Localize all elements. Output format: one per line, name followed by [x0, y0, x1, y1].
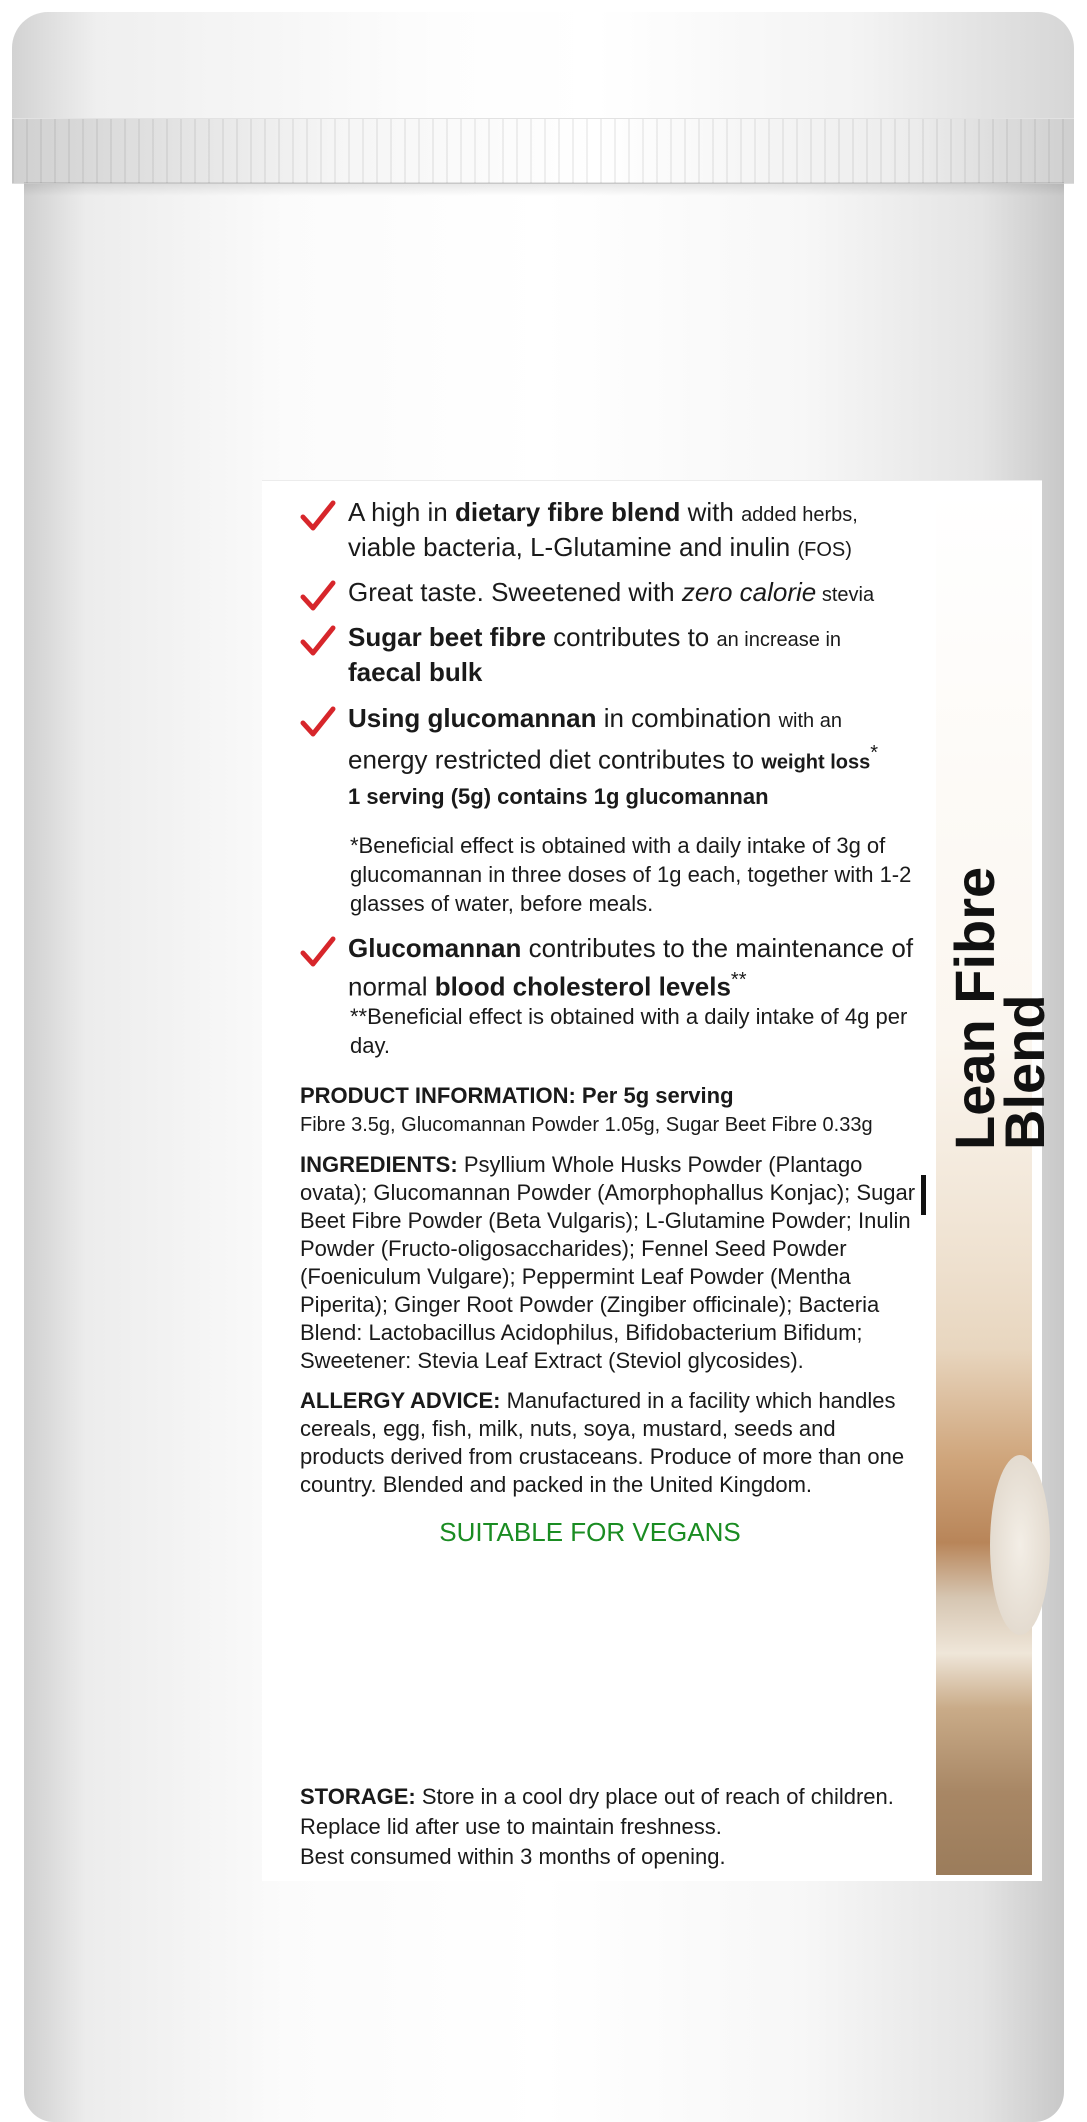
- claim-bold: Using glucomannan: [348, 703, 597, 733]
- label-content: [300, 496, 920, 1548]
- vegan-badge: SUITABLE FOR VEGANS: [439, 1517, 741, 1548]
- claim-text: viable bacteria, L-Glutamine and inulin: [348, 532, 798, 562]
- side-title-line2: Blend: [993, 994, 1056, 1150]
- product-information: [300, 1082, 920, 1139]
- claim-sugar-beet: [300, 621, 920, 688]
- check-icon: [300, 580, 336, 612]
- section-heading: ALLERGY ADVICE:: [300, 1388, 501, 1414]
- storage-line: Store in a cool dry place out of reach of children.: [421, 1784, 894, 1809]
- ingredients: [300, 1151, 920, 1375]
- claim-italic: zero calorie: [681, 577, 817, 607]
- section-heading: PRODUCT INFORMATION: Per 5g serving: [300, 1083, 734, 1109]
- claim-glucomannan-weight: [300, 702, 920, 813]
- storage: [300, 1782, 920, 1872]
- section-text: Fibre 3.5g, Glucomannan Powder 1.05g, Sugar Beet Fibre 0.33g: [300, 1114, 873, 1137]
- allergy-advice: [300, 1387, 920, 1499]
- claim-bold: blood cholesterol levels: [434, 971, 731, 1002]
- claim-bold: Sugar beet fibre: [348, 622, 546, 652]
- claim-sup: *: [870, 742, 879, 764]
- claim-sup: **: [730, 968, 747, 991]
- claim-bold: weight loss: [761, 751, 871, 774]
- claim-text: Great taste. Sweetened with: [348, 577, 682, 607]
- side-title: [936, 740, 1056, 1170]
- jar-shadow: [24, 182, 1064, 196]
- claim-note-weight: *Beneficial effect is obtained with a daily intake of 3g of glucomannan in three doses of 1g each, together with 1-2 glasses of water, before meals.: [350, 832, 912, 916]
- claim-small: with an: [778, 710, 842, 732]
- storage-line: Replace lid after use to maintain freshness.: [300, 1814, 722, 1839]
- claim-text: in combination: [596, 703, 779, 733]
- powder-in-bowl: [990, 1455, 1050, 1635]
- claim-bold: faecal bulk: [348, 657, 483, 687]
- claim-serving: 1 serving (5g) contains 1g glucomannan: [348, 783, 769, 809]
- claim-text: contributes to the maintenance of: [521, 932, 914, 963]
- side-title-rule: [921, 1175, 926, 1215]
- claim-taste: [300, 576, 920, 611]
- check-icon: [300, 706, 336, 738]
- claim-text: with: [680, 497, 742, 527]
- claim-small: stevia: [816, 584, 875, 606]
- check-icon: [300, 936, 336, 968]
- storage-line: Best consumed within 3 months of opening.: [300, 1844, 726, 1869]
- claim-text: energy restricted diet contributes to: [348, 744, 762, 775]
- section-text: Psyllium Whole Husks Powder (Plantago ovata); Glucomannan Powder (Amorphophallus Konjac); Sugar Beet Fibre Powder (Beta Vulgaris); L-Glutamine Powder; Inulin Powder (Fructo-oligosaccharides); Fennel Seed Powder (Foeniculum Vulgare); Peppermint Leaf Powder (Mentha Piperita); Ginger Root Powder (Zingiber officinale); Bacteria Blend: Lactobacillus Acidophilus, Bifidobacterium Bifidum; Sweetener: Stevia Leaf Extract (Steviol glycosides).: [300, 1152, 916, 1374]
- claim-small: (FOS): [797, 539, 852, 561]
- section-heading: STORAGE:: [300, 1784, 416, 1809]
- lid-ridge: [12, 118, 1074, 184]
- check-icon: [300, 500, 336, 532]
- claim-text: contributes to: [545, 622, 717, 652]
- claim-text: normal: [348, 971, 435, 1002]
- claim-fibre-blend: [300, 496, 920, 566]
- claim-small: added herbs,: [741, 504, 858, 526]
- claim-small: an increase in: [716, 629, 842, 651]
- claim-note-cholesterol: **Beneficial effect is obtained with a daily intake of 4g per day.: [350, 1004, 908, 1059]
- check-icon: [300, 625, 336, 657]
- section-text: Manufactured in a facility which handles cereals, egg, fish, milk, nuts, soya, mustard, seeds and products derived from crustaceans. Produce of more than one country. Blended and packed in the United Kingdom.: [300, 1388, 905, 1498]
- claim-bold: Glucomannan: [348, 932, 522, 963]
- section-heading: INGREDIENTS:: [300, 1152, 458, 1178]
- claim-glucomannan-cholesterol: [300, 932, 920, 1003]
- claim-bold: dietary fibre blend: [454, 497, 681, 527]
- claim-text: A high in: [348, 497, 455, 527]
- powder-photo: [936, 490, 1032, 1875]
- side-title-line1: Lean Fibre: [943, 866, 1006, 1150]
